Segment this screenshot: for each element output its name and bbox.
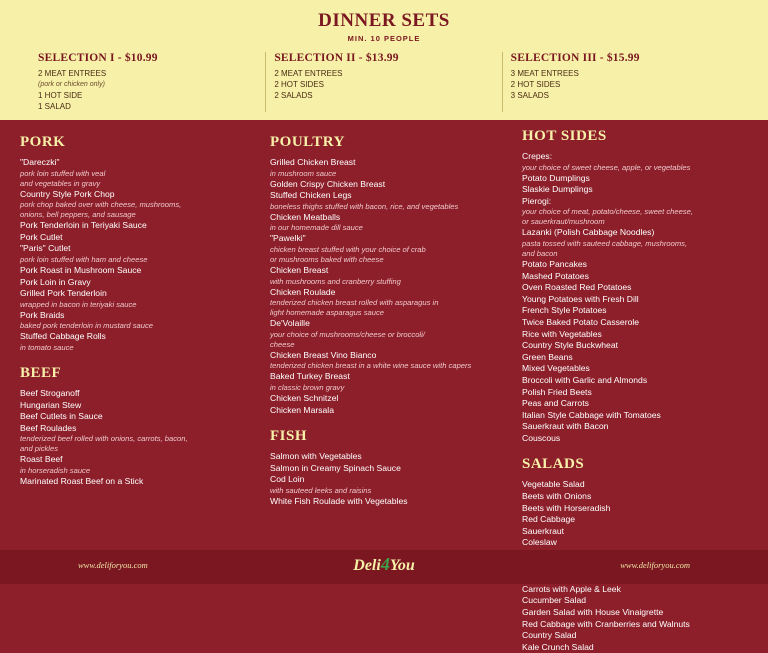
menu-item: Chicken Meatballs (270, 211, 341, 222)
menu-item: Country Salad (522, 630, 577, 641)
menu-item-description: pork loin stuffed with ham and cheese (20, 254, 148, 264)
selection-line: 2 SALADS (274, 91, 313, 100)
menu-item: Marinated Roast Beef on a Stick (20, 475, 144, 486)
menu-item: Beef Roulades (20, 422, 77, 433)
menu-item: Oven Roasted Red Potatoes (522, 282, 632, 293)
menu-item-description: tenderized beef rolled with onions, carrots, bacon, (20, 434, 188, 444)
menu-item-description: and pickles (20, 444, 58, 454)
menu-item: Italian Style Cabbage with Tomatoes (522, 409, 661, 420)
section-title-fish: FISH (270, 428, 308, 445)
menu-item: Broccoli with Garlic and Almonds (522, 374, 648, 385)
menu-item: Sauerkraut (522, 525, 565, 536)
menu-item: Carrots with Apple & Leek (522, 583, 621, 594)
menu-item: Polish Fried Beets (522, 386, 592, 397)
dinner-sets-subtitle: MIN. 10 PEOPLE (347, 34, 421, 43)
column-left (20, 120, 260, 488)
menu-item-description: with mushrooms and cranberry stuffing (270, 276, 401, 286)
selection-3-lines (511, 68, 730, 101)
menu-item: Young Potatoes with Fresh Dill (522, 293, 639, 304)
menu-item: Pierogi: (522, 195, 552, 206)
menu-item-description: in our homemade dill sauce (270, 223, 363, 233)
menu-item: Crepes: (522, 151, 553, 161)
menu-item: Potato Pancakes (522, 258, 587, 269)
menu-item: "Paris" Cutlet (20, 243, 71, 254)
menu-item: Mashed Potatoes (522, 270, 589, 281)
menu-item: Peas and Carrots (522, 398, 589, 409)
menu-item-description: pasta tossed with sauteed cabbage, mushrooms, (522, 238, 688, 248)
menu-item: Pork Cutlet (20, 231, 63, 242)
menu-item: Grilled Chicken Breast (270, 157, 356, 167)
menu-item: Pork Loin in Gravy (20, 276, 91, 287)
menu-item: Sauerkraut with Bacon (522, 421, 609, 432)
menu-item-description: boneless thighs stuffed with bacon, rice, and vegetables (270, 201, 459, 211)
selection-line: 1 HOT SIDE (38, 91, 83, 100)
section-title-hot-sides: HOT SIDES (522, 128, 607, 144)
selection-line: 3 MEAT ENTREES (510, 69, 579, 78)
menu-item-description: or mushrooms baked with cheese (270, 254, 384, 264)
menu-item: Baked Turkey Breast (270, 371, 350, 382)
dinner-sets-title: DINNER SETS (318, 10, 450, 31)
selection-line: 2 MEAT ENTREES (38, 69, 107, 78)
menu-item-description: onions, bell peppers, and sausage (20, 210, 136, 220)
logo-pre: Deli (353, 557, 381, 574)
menu-item: De'Volaille (270, 318, 310, 329)
menu-item: Chicken Marsala (270, 404, 334, 415)
menu-item: Country Style Pork Chop (20, 188, 115, 199)
menu-item: Coleslaw (522, 537, 557, 548)
dinner-sets-banner (0, 0, 768, 120)
menu-item: Potato Dumplings (522, 172, 590, 183)
selection-1-lines (38, 68, 257, 112)
menu-item-description: or sauerkraut/mushroom (522, 217, 605, 227)
menu-item: Pork Roast in Mushroom Sauce (20, 264, 142, 275)
menu-item: Cod Loin (270, 474, 305, 485)
menu-item: Stuffed Cabbage Rolls (20, 331, 106, 342)
brand-logo (353, 554, 414, 575)
menu-item-description: in mushroom sauce (270, 168, 337, 178)
menu-item: French Style Potatoes (522, 305, 607, 316)
menu-item-description: pork loin stuffed with veal (20, 168, 106, 178)
section-items-poultry (270, 157, 510, 416)
menu-item: Garden Salad with House Vinaigrette (522, 607, 664, 617)
menu-item: Rice with Vegetables (522, 328, 602, 339)
menu-item-description: in classic brown gravy (270, 382, 345, 392)
section-title-pork: PORK (20, 134, 66, 150)
logo-post: You (389, 557, 415, 574)
section-items-fish (270, 451, 510, 507)
menu-item-description: your choice of meat, potato/cheese, sweet cheese, (522, 207, 693, 217)
selection-1-heading: SELECTION I - $10.99 (38, 52, 158, 64)
column-middle (270, 120, 510, 508)
selection-1 (30, 52, 265, 112)
section-title-poultry: POULTRY (270, 134, 345, 150)
menu-item-description: and bacon (522, 248, 558, 258)
selection-line: 2 HOT SIDES (274, 80, 324, 89)
section-title-salads: SALADS (522, 456, 585, 473)
menu-item: Beets with Onions (522, 491, 592, 502)
menu-item-description: your choice of mushrooms/cheese or broccoli/ (270, 329, 425, 339)
website-link-right[interactable]: www.deliforyou.com (620, 560, 690, 570)
menu-item: Red Cabbage with Cranberries and Walnuts (522, 618, 690, 629)
menu-item: Vegetable Salad (522, 479, 585, 490)
menu-item: Chicken Schnitzel (270, 392, 339, 403)
menu-item: Red Cabbage (522, 514, 576, 525)
menu-item: Pork Braids (20, 309, 65, 320)
menu-item-description: pork chop baked over with cheese, mushrooms, (20, 200, 182, 210)
menu-item-description: chicken breast stuffed with your choice of crab (270, 244, 426, 254)
menu-item-description: in horseradish sauce (20, 465, 91, 475)
selection-list (30, 52, 738, 112)
menu-item: Lazanki (Polish Cabbage Noodles) (522, 227, 655, 238)
selection-3-heading: SELECTION III - $15.99 (510, 52, 640, 64)
menu-item: Beets with Horseradish (522, 502, 611, 513)
page-footer (0, 550, 768, 584)
menu-item: Chicken Roulade (270, 286, 336, 297)
menu-item: Kale Crunch Salad (522, 641, 594, 652)
menu-item: Country Style Buckwheat (522, 340, 619, 351)
menu-item-description: light homemade asparagus sauce (270, 308, 384, 318)
selection-line: 1 SALAD (38, 102, 71, 111)
menu-item: White Fish Roulade with Vegetables (270, 495, 408, 506)
menu-item: Chicken Breast Vino Bianco (270, 349, 377, 360)
selection-line: 2 HOT SIDES (510, 80, 561, 89)
selection-line: 2 MEAT ENTREES (274, 69, 343, 78)
selection-2 (265, 52, 501, 112)
logo-four: 4 (380, 554, 390, 574)
section-items-beef (20, 388, 260, 488)
selection-line: (pork or chicken only) (38, 81, 105, 88)
menu-item: Chicken Breast (270, 264, 329, 275)
menu-item: "Pawelki" (270, 233, 306, 244)
menu-item-description: wrapped in bacon in teriyaki sauce (20, 299, 137, 309)
menu-item-description: tenderized chicken breast rolled with asparagus in (270, 298, 439, 308)
menu-item: Twice Baked Potato Casserole (522, 316, 640, 327)
menu-item-description: with sauteed leeks and raisins (270, 485, 372, 495)
menu-item: Grilled Pork Tenderloin (20, 288, 107, 299)
section-items-hot-sides (522, 151, 758, 444)
website-link-left[interactable]: www.deliforyou.com (78, 560, 148, 570)
selection-2-heading: SELECTION II - $13.99 (274, 52, 399, 64)
menu-item: Mixed Vegetables (522, 363, 590, 374)
menu-item: Green Beans (522, 351, 573, 362)
section-items-pork (20, 157, 260, 353)
section-title-beef: BEEF (20, 364, 62, 381)
menu-item-description: tenderized chicken breast in a white wine sauce with capers (270, 361, 472, 371)
selection-line: 3 SALADS (510, 91, 549, 100)
menu-item-description: your choice of sweet cheese, apple, or vegetables (522, 162, 691, 172)
selection-3 (502, 52, 738, 112)
menu-item-description: baked pork tenderloin in mustard sauce (20, 321, 153, 331)
menu-item: "Dareczki" (20, 157, 60, 167)
menu-item: Cucumber Salad (522, 595, 587, 606)
menu-item-description: in tomato sauce (20, 342, 74, 352)
menu-item: Hungarian Stew (20, 399, 82, 410)
menu-item: Salmon with Vegetables (270, 451, 362, 462)
menu-item: Golden Crispy Chicken Breast (270, 178, 386, 189)
menu-item-description: and vegetables in gravy (20, 178, 101, 188)
selection-2-lines (274, 68, 493, 101)
menu-item: Couscous (522, 432, 561, 443)
menu-item: Slaskie Dumplings (522, 184, 593, 195)
menu-item-description: cheese (270, 339, 295, 349)
menu-item: Stuffed Chicken Legs (270, 190, 352, 201)
menu-item: Roast Beef (20, 454, 63, 465)
menu-item: Pork Tenderloin in Teriyaki Sauce (20, 220, 147, 231)
menu-item: Salmon in Creamy Spinach Sauce (270, 462, 401, 473)
menu-item: Beef Stroganoff (20, 387, 80, 398)
menu-item: Beef Cutlets in Sauce (20, 411, 103, 422)
